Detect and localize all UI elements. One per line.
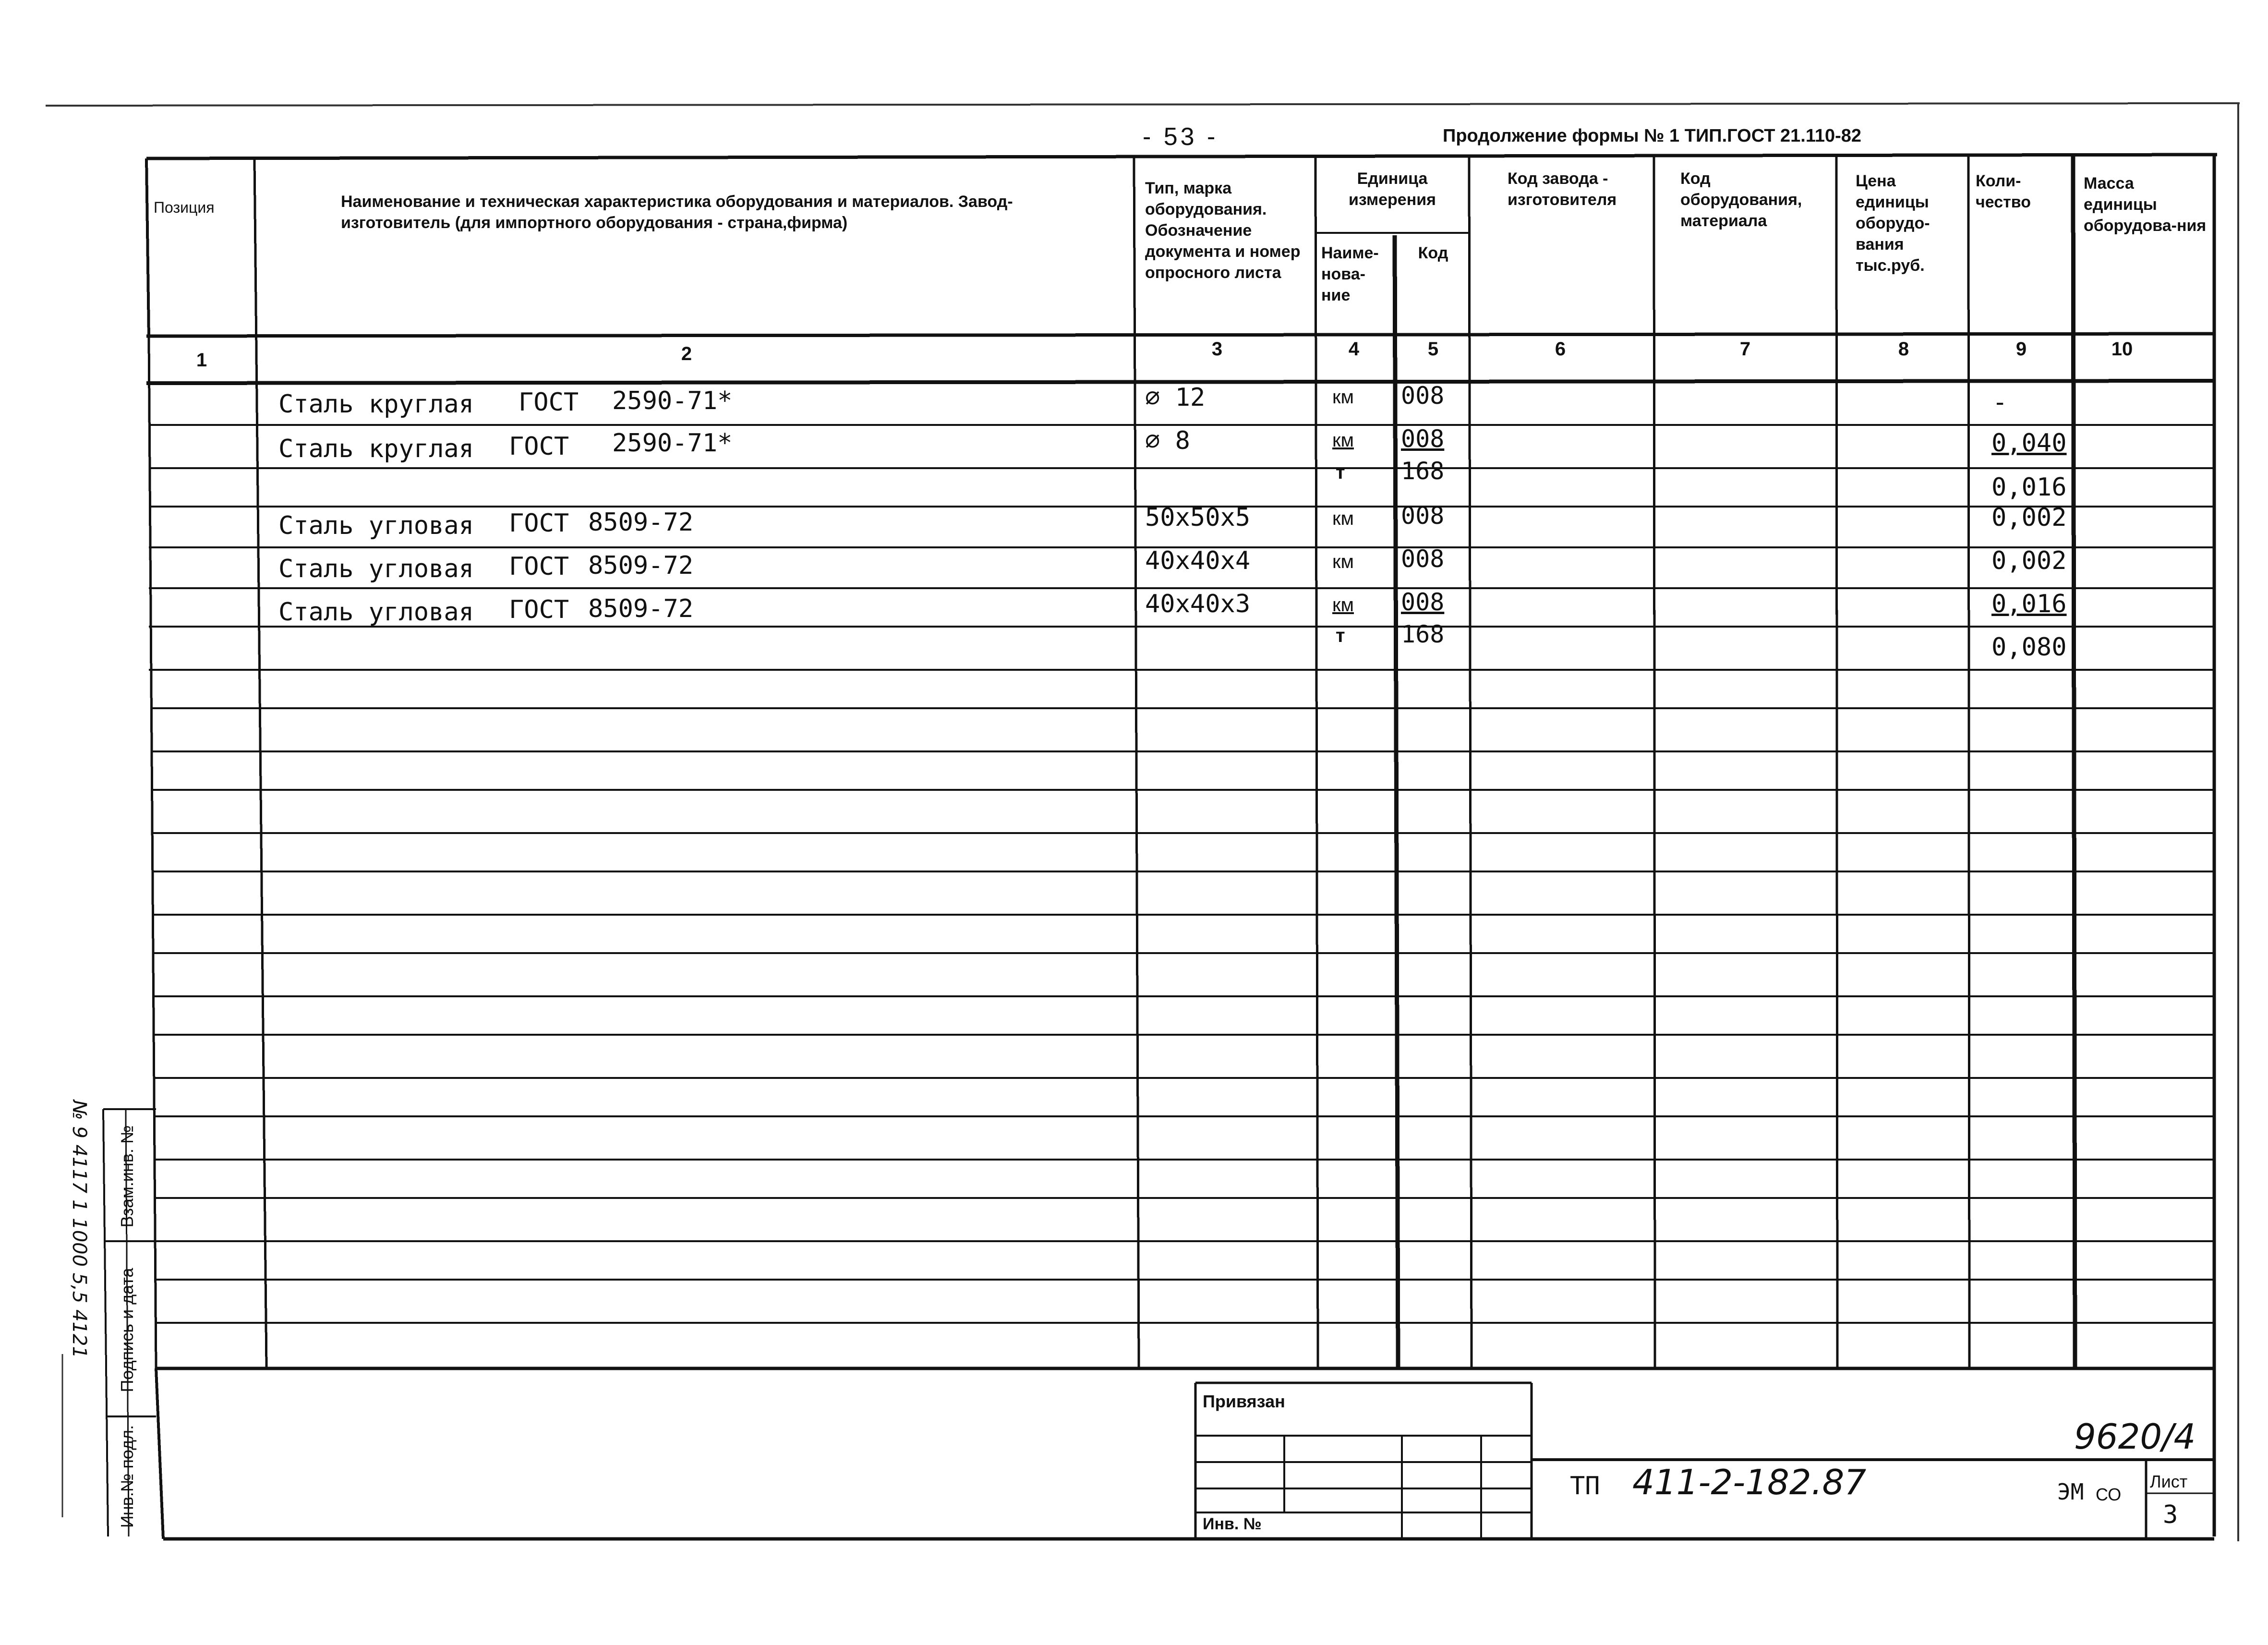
- table-row-code: 168: [1401, 620, 1445, 648]
- table-row-type: ⌀ 12: [1145, 383, 1206, 412]
- col-header-name: Наименование и техническая характеристика оборудования и материалов. Завод-изготовитель (для импортного оборудования - страна,фирма): [341, 193, 1013, 232]
- col-header-unit-name: Наиме-нова-ние: [1321, 244, 1379, 304]
- title-privyazan: Привязан: [1203, 1391, 1285, 1411]
- title-document-number: 411-2-182.87: [1632, 1462, 1867, 1502]
- col-header-factory-code: Код завода - изготовителя: [1508, 169, 1617, 209]
- table-row-unit: км: [1332, 387, 1354, 408]
- title-sheet-label: Лист: [2150, 1472, 2188, 1491]
- title-sheet-value: 3: [2163, 1500, 2178, 1529]
- table-row-code: 008: [1401, 425, 1445, 453]
- table-row-unit: км: [1332, 594, 1354, 616]
- col-number-4: 4: [1348, 339, 1360, 360]
- col-number-8: 8: [1898, 339, 1909, 360]
- stamp-handwritten-note: № 9 4117 1 1000 5,5 4121: [68, 1100, 90, 1358]
- table-row-unit: т: [1336, 462, 1345, 483]
- stamp-inv-podl: Инв.№ подл.: [117, 1425, 137, 1528]
- col-number-7: 7: [1739, 339, 1751, 360]
- table-row-type: ⌀ 8: [1145, 426, 1190, 455]
- col-header-quantity: Коли-чество: [1976, 172, 2031, 211]
- col-header-units-group: Единица измерения: [1349, 169, 1436, 209]
- col-header-unit-code: Код: [1418, 244, 1448, 262]
- table-row-gost: ГОСТ: [509, 432, 569, 461]
- table-row-gost: ГОСТ: [509, 595, 569, 624]
- title-mark: ЭМ: [2057, 1479, 2084, 1505]
- table-row-gost-number: 2590-71*: [612, 429, 733, 458]
- table-row-unit: км: [1332, 551, 1354, 572]
- title-mark-suffix: СО: [2096, 1485, 2122, 1504]
- table-row-name: Сталь угловая: [278, 555, 474, 583]
- table-row-type: 40x40x3: [1145, 590, 1251, 618]
- table-row-gost-number: 8509-72: [588, 551, 694, 580]
- table-row-quantity: -: [1992, 388, 2008, 417]
- col-header-mass: Масса единицы оборудова-ния: [2084, 174, 2207, 235]
- col-number-3: 3: [1211, 339, 1223, 360]
- table-row-quantity: 0,002: [1991, 546, 2067, 575]
- table-row-name: Сталь круглая: [278, 390, 474, 419]
- table-row-gost: ГОСТ: [509, 509, 569, 538]
- table-row-type: 50x50x5: [1145, 503, 1251, 532]
- table-row-name: Сталь круглая: [278, 435, 474, 463]
- col-header-type: Тип, марка оборудования. Обозначение документа и номер опросного листа: [1145, 179, 1301, 282]
- table-row-gost-number: 2590-71*: [612, 387, 733, 415]
- stamp-vzam-inv: Взам.инв. №: [117, 1125, 137, 1228]
- table-row-quantity: 0,002: [1991, 503, 2067, 532]
- table-row-unit: км: [1332, 430, 1354, 451]
- col-number-5: 5: [1427, 339, 1439, 360]
- title-sheet-code: 9620/4: [2074, 1416, 2196, 1457]
- title-inv-number: Инв. №: [1203, 1515, 1262, 1533]
- table-row-gost: ГОСТ: [519, 388, 579, 417]
- table-row-code: 008: [1401, 382, 1445, 410]
- table-row-quantity: 0,040: [1991, 429, 2067, 458]
- col-number-2: 2: [681, 343, 692, 364]
- stamp-podpis-data: Подпись и дата: [117, 1268, 137, 1392]
- page-number: - 53 -: [1143, 123, 1218, 151]
- col-number-6: 6: [1555, 339, 1566, 360]
- table-row-gost-number: 8509-72: [588, 508, 694, 537]
- table-row-code: 008: [1401, 545, 1445, 573]
- col-header-equipment-code: Код оборудования, материала: [1680, 169, 1802, 230]
- table-row-quantity: 0,016: [1991, 590, 2067, 618]
- table-row-gost-number: 8509-72: [588, 594, 694, 623]
- table-row-code: 008: [1401, 588, 1445, 616]
- table-row-quantity: 0,016: [1991, 473, 2067, 502]
- table-row-gost: ГОСТ: [509, 552, 569, 581]
- table-row-code: 008: [1401, 502, 1445, 530]
- col-number-10: 10: [2111, 339, 2133, 360]
- col-header-unit-price: Цена единицы оборудо-вания тыс.руб.: [1856, 172, 1930, 275]
- table-row-type: 40x40x4: [1145, 546, 1251, 575]
- table-row-unit: км: [1332, 508, 1354, 529]
- title-tp-label: ТП: [1570, 1472, 1600, 1500]
- table-row-name: Сталь угловая: [278, 511, 474, 540]
- col-header-position: Позиция: [154, 199, 215, 216]
- col-number-9: 9: [2015, 339, 2027, 360]
- table-row-unit: т: [1336, 625, 1345, 646]
- table-row-code: 168: [1401, 457, 1445, 485]
- form-title: Продолжение формы № 1 ТИП.ГОСТ 21.110-82: [1443, 126, 1862, 146]
- col-number-1: 1: [196, 350, 207, 371]
- table-row-name: Сталь угловая: [278, 598, 474, 627]
- table-row-quantity: 0,080: [1991, 633, 2067, 662]
